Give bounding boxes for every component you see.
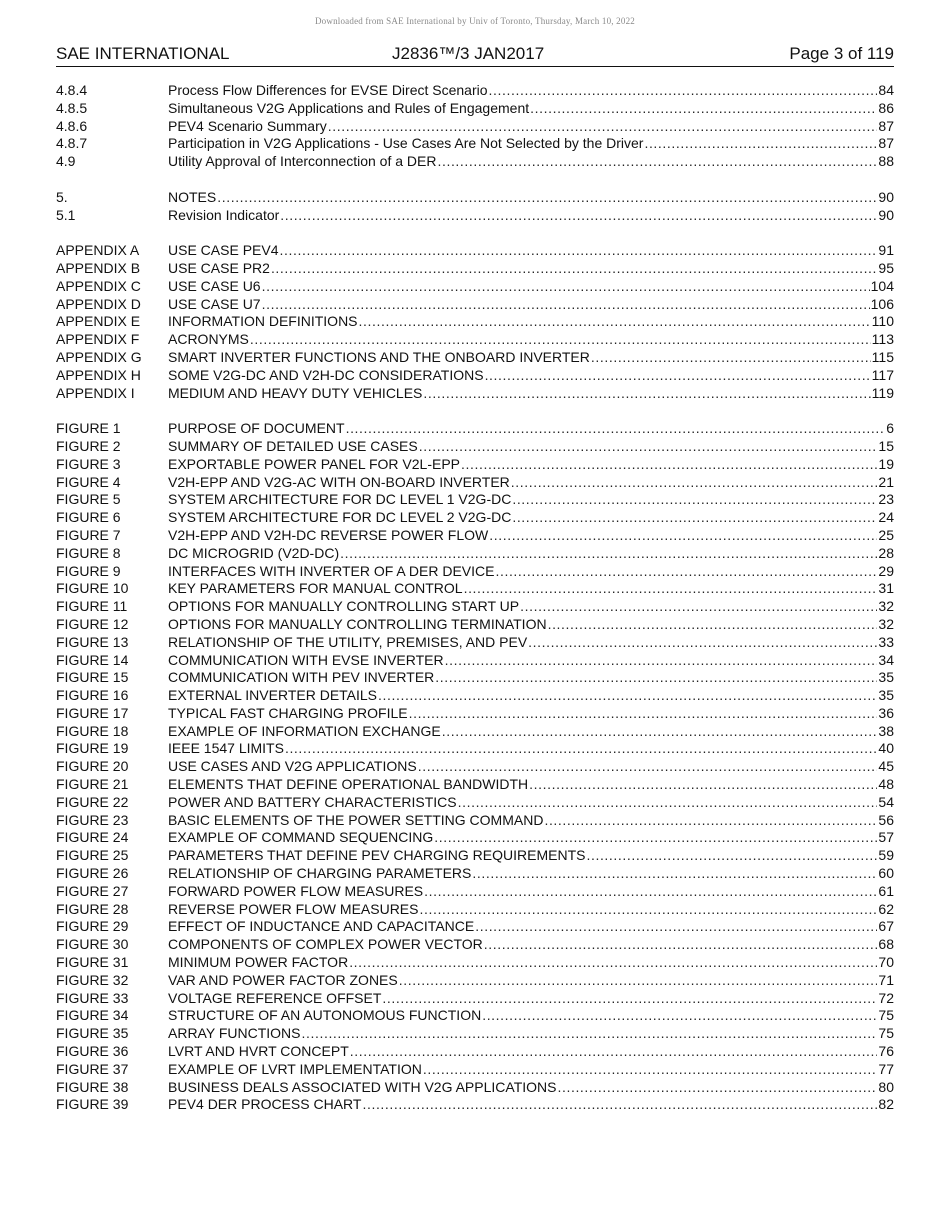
toc-entry-number: FIGURE 24 <box>56 829 129 846</box>
toc-entry-title: Process Flow Differences for EVSE Direct Scenario <box>168 82 488 98</box>
toc-entry-title: KEY PARAMETERS FOR MANUAL CONTROL <box>168 580 463 597</box>
toc-entry-title: REVERSE POWER FLOW MEASURES <box>168 900 419 917</box>
dot-leader <box>544 812 877 830</box>
toc-entry-number: FIGURE 13 <box>56 633 129 650</box>
toc-entry-number: FIGURE 20 <box>56 758 129 775</box>
toc-entry[interactable] <box>56 865 894 883</box>
toc-entry[interactable] <box>56 634 894 652</box>
toc-entry[interactable] <box>56 367 894 385</box>
toc-entry-page: 21 <box>878 473 894 490</box>
toc-entry[interactable] <box>56 313 894 331</box>
dot-leader <box>475 918 877 936</box>
dot-leader <box>262 278 870 296</box>
dot-leader <box>464 580 878 598</box>
toc-entry-number: FIGURE 22 <box>56 793 129 810</box>
toc-entry[interactable] <box>56 1007 894 1025</box>
dot-leader <box>586 847 877 865</box>
toc-entry[interactable] <box>56 189 894 207</box>
toc-entry-number: FIGURE 26 <box>56 865 129 882</box>
toc-entry-number: FIGURE 1 <box>56 420 121 437</box>
toc-entry-title: INFORMATION DEFINITIONS <box>168 313 358 330</box>
toc-entry[interactable] <box>56 385 894 403</box>
toc-entry-title: COMPONENTS OF COMPLEX POWER VECTOR <box>168 936 483 953</box>
toc-entry[interactable] <box>56 563 894 581</box>
dot-leader <box>445 652 878 670</box>
toc-entry-title: EXAMPLE OF INFORMATION EXCHANGE <box>168 722 441 739</box>
toc-entry[interactable] <box>56 349 894 367</box>
toc-entry-title: V2H-EPP AND V2G-AC WITH ON-BOARD INVERTER <box>168 473 510 490</box>
toc-entry-number: FIGURE 36 <box>56 1043 129 1060</box>
dot-leader <box>548 616 878 634</box>
toc-entry-title: VAR AND POWER FACTOR ZONES <box>168 971 398 988</box>
toc-entry-title: V2H-EPP AND V2H-DC REVERSE POWER FLOW <box>168 526 489 543</box>
toc-entry-page: 40 <box>878 740 894 757</box>
toc-entry-title: PEV4 DER PROCESS CHART <box>168 1096 362 1113</box>
toc-entry-title: EXAMPLE OF COMMAND SEQUENCING <box>168 829 434 846</box>
toc-entry-page: 70 <box>878 954 894 971</box>
dot-leader <box>350 1043 878 1061</box>
toc-entry[interactable] <box>56 135 894 153</box>
toc-entry[interactable] <box>56 740 894 758</box>
dot-leader <box>382 990 877 1008</box>
dot-leader <box>482 1007 877 1025</box>
toc-entry-title: SMART INVERTER FUNCTIONS AND THE ONBOARD INVERTER <box>168 348 590 365</box>
toc-entry[interactable] <box>56 207 894 225</box>
toc-entry-number: FIGURE 15 <box>56 669 129 686</box>
toc-entry[interactable] <box>56 278 894 296</box>
dot-leader <box>280 242 878 260</box>
dot-leader <box>591 349 871 367</box>
toc-entry-page: 68 <box>878 936 894 953</box>
toc-entry[interactable] <box>56 580 894 598</box>
toc-entry-number: APPENDIX F <box>56 331 140 348</box>
toc-entry[interactable] <box>56 723 894 741</box>
toc-entry-page: 32 <box>878 615 894 632</box>
toc-entry-number: FIGURE 14 <box>56 651 129 668</box>
toc-entry-page: 95 <box>878 259 894 276</box>
toc-entry-number: FIGURE 31 <box>56 954 129 971</box>
toc-entry-number: 5.1 <box>56 206 76 223</box>
dot-leader <box>442 723 878 741</box>
toc-entry[interactable] <box>56 100 894 118</box>
toc-entry-page: 29 <box>878 562 894 579</box>
toc-entry[interactable] <box>56 456 894 474</box>
dot-leader <box>434 829 877 847</box>
toc-entry-title: ACRONYMS <box>168 331 249 348</box>
download-watermark: Downloaded from SAE International by Univ of Toronto, Thursday, March 10, 2022 <box>314 16 635 26</box>
toc-entry[interactable] <box>56 598 894 616</box>
dot-leader <box>489 82 878 100</box>
toc-entry-number: FIGURE 12 <box>56 615 129 632</box>
toc-entry-number: APPENDIX H <box>56 366 141 383</box>
toc-entry-page: 86 <box>878 99 894 116</box>
dot-leader <box>409 705 878 723</box>
toc-entry[interactable] <box>56 901 894 919</box>
toc-entry-page: 45 <box>878 758 894 775</box>
toc-entry-number: FIGURE 35 <box>56 1025 129 1042</box>
toc-entry-page: 59 <box>878 847 894 864</box>
toc-entry-title: USE CASE PEV4 <box>168 242 279 259</box>
toc-entry-page: 57 <box>878 829 894 846</box>
toc-entry-number: FIGURE 19 <box>56 740 129 757</box>
toc-entry-title: SYSTEM ARCHITECTURE FOR DC LEVEL 2 V2G-DC <box>168 509 512 526</box>
toc-entry-number: APPENDIX G <box>56 348 142 365</box>
dot-leader <box>512 491 877 509</box>
toc-entry-title: INTERFACES WITH INVERTER OF A DER DEVICE <box>168 562 495 579</box>
toc-entry-number: FIGURE 8 <box>56 544 121 561</box>
toc-entry-title: NOTES <box>168 188 217 205</box>
toc-entry[interactable] <box>56 545 894 563</box>
toc-entry[interactable] <box>56 296 894 314</box>
toc-entry-page: 75 <box>878 1025 894 1042</box>
toc-entry[interactable] <box>56 474 894 492</box>
toc-entry-number: FIGURE 33 <box>56 989 129 1006</box>
toc-entry-number: FIGURE 34 <box>56 1007 129 1024</box>
toc-entry-title: USE CASES AND V2G APPLICATIONS <box>168 758 417 775</box>
toc-entry-page: 90 <box>878 188 894 205</box>
page-header <box>56 44 894 67</box>
toc-entry-title: MEDIUM AND HEAVY DUTY VEHICLES <box>168 384 423 401</box>
dot-leader <box>302 1025 878 1043</box>
toc-entry-title: BUSINESS DEALS ASSOCIATED WITH V2G APPLICATIONS <box>168 1078 557 1095</box>
dot-leader <box>280 207 877 225</box>
toc-entry-number: FIGURE 23 <box>56 811 129 828</box>
toc-entry[interactable] <box>56 990 894 1008</box>
toc-entry-number: FIGURE 11 <box>56 598 128 615</box>
toc-entry[interactable] <box>56 331 894 349</box>
header-doc-id: J2836™/3 JAN2017 <box>392 44 545 63</box>
toc-entry-number: APPENDIX D <box>56 295 141 312</box>
dot-leader <box>520 598 877 616</box>
toc-entry-number: FIGURE 32 <box>56 971 129 988</box>
toc-entry[interactable] <box>56 242 894 260</box>
toc-group <box>56 420 894 1114</box>
header-page-number: Page 3 of 119 <box>789 44 894 63</box>
dot-leader <box>437 153 877 171</box>
toc-entry[interactable] <box>56 1043 894 1061</box>
toc-entry-page: 110 <box>871 313 894 330</box>
toc-entry-page: 35 <box>878 687 894 704</box>
dot-leader <box>458 794 878 812</box>
toc-entry[interactable] <box>56 616 894 634</box>
toc-entry-title: POWER AND BATTERY CHARACTERISTICS <box>168 793 457 810</box>
toc-entry-title: ELEMENTS THAT DEFINE OPERATIONAL BANDWIDTH <box>168 776 529 793</box>
toc-entry-title: FORWARD POWER FLOW MEASURES <box>168 882 424 899</box>
toc-entry-title: SOME V2G-DC AND V2H-DC CONSIDERATIONS <box>168 366 484 383</box>
toc-entry-number: 4.8.5 <box>56 99 88 116</box>
dot-leader <box>340 545 877 563</box>
toc-entry-page: 25 <box>878 526 894 543</box>
dot-leader <box>512 509 877 527</box>
toc-entry-title: USE CASE PR2 <box>168 259 270 276</box>
dot-leader <box>349 954 877 972</box>
toc-entry-title: Revision Indicator <box>168 206 280 223</box>
toc-entry-number: FIGURE 2 <box>56 437 121 454</box>
toc-entry-title: USE CASE U6 <box>168 277 261 294</box>
dot-leader <box>378 687 877 705</box>
header-org: SAE INTERNATIONAL <box>56 44 230 63</box>
toc-entry-page: 91 <box>878 242 894 259</box>
toc-entry-title: BASIC ELEMENTS OF THE POWER SETTING COMMAND <box>168 811 544 828</box>
table-of-contents <box>56 82 894 1132</box>
toc-entry-number: APPENDIX C <box>56 277 141 294</box>
toc-entry-number: FIGURE 29 <box>56 918 129 935</box>
toc-entry-number: FIGURE 37 <box>56 1060 129 1077</box>
toc-entry-page: 75 <box>878 1007 894 1024</box>
toc-entry-page: 88 <box>878 153 894 170</box>
dot-leader <box>423 1061 878 1079</box>
toc-entry-page: 90 <box>878 206 894 223</box>
toc-entry-title: MINIMUM POWER FACTOR <box>168 954 349 971</box>
toc-entry[interactable] <box>56 153 894 171</box>
toc-group <box>56 242 894 402</box>
dot-leader <box>435 669 877 687</box>
toc-entry-title: DC MICROGRID (V2D-DC) <box>168 544 340 561</box>
toc-entry[interactable] <box>56 1025 894 1043</box>
toc-entry-number: FIGURE 17 <box>56 704 129 721</box>
toc-entry-title: EFFECT OF INDUCTANCE AND CAPACITANCE <box>168 918 475 935</box>
toc-entry-page: 115 <box>871 348 894 365</box>
toc-entry-page: 77 <box>878 1060 894 1077</box>
toc-entry-title: COMMUNICATION WITH PEV INVERTER <box>168 669 435 686</box>
toc-entry-number: FIGURE 3 <box>56 455 121 472</box>
dot-leader <box>489 527 877 545</box>
dot-leader <box>461 456 877 474</box>
toc-entry[interactable] <box>56 829 894 847</box>
toc-entry-number: 5. <box>56 188 68 205</box>
toc-entry-number: FIGURE 21 <box>56 776 129 793</box>
toc-entry-page: 35 <box>878 669 894 686</box>
dot-leader <box>484 936 878 954</box>
dot-leader <box>644 135 877 153</box>
toc-entry-page: 36 <box>878 704 894 721</box>
toc-entry[interactable] <box>56 687 894 705</box>
toc-entry-title: Simultaneous V2G Applications and Rules of Engagement <box>168 99 530 116</box>
toc-entry-title: RELATIONSHIP OF CHARGING PARAMETERS <box>168 865 472 882</box>
toc-entry-number: FIGURE 18 <box>56 722 129 739</box>
dot-leader <box>419 901 877 919</box>
toc-entry-page: 19 <box>878 455 894 472</box>
toc-entry[interactable] <box>56 758 894 776</box>
toc-entry-page: 87 <box>878 117 894 134</box>
toc-entry[interactable] <box>56 847 894 865</box>
toc-entry-number: FIGURE 7 <box>56 526 121 543</box>
toc-entry[interactable] <box>56 776 894 794</box>
toc-entry[interactable] <box>56 883 894 901</box>
dot-leader <box>511 474 878 492</box>
toc-entry-page: 23 <box>878 491 894 508</box>
dot-leader <box>285 740 877 758</box>
toc-entry-page: 106 <box>870 295 894 312</box>
toc-entry-page: 33 <box>878 633 894 650</box>
toc-entry-number: FIGURE 25 <box>56 847 129 864</box>
toc-entry-title: SYSTEM ARCHITECTURE FOR DC LEVEL 1 V2G-DC <box>168 491 512 508</box>
toc-entry-page: 113 <box>871 331 894 348</box>
toc-entry-page: 15 <box>878 437 894 454</box>
toc-entry-page: 80 <box>878 1078 894 1095</box>
toc-entry-number: 4.8.7 <box>56 135 88 152</box>
dot-leader <box>495 563 877 581</box>
toc-entry-title: OPTIONS FOR MANUALLY CONTROLLING START UP <box>168 598 520 615</box>
toc-entry-title: USE CASE U7 <box>168 295 261 312</box>
toc-entry-page: 32 <box>878 598 894 615</box>
dot-leader <box>250 331 871 349</box>
toc-entry-page: 82 <box>878 1096 894 1113</box>
dot-leader <box>217 189 877 207</box>
toc-entry-number: APPENDIX A <box>56 242 140 259</box>
toc-entry-page: 6 <box>886 420 894 437</box>
dot-leader <box>399 972 878 990</box>
toc-entry-number: APPENDIX I <box>56 384 135 401</box>
toc-entry-number: FIGURE 4 <box>56 473 121 490</box>
toc-entry-page: 56 <box>878 811 894 828</box>
dot-leader <box>359 313 871 331</box>
toc-entry-number: 4.8.6 <box>56 117 88 134</box>
toc-entry[interactable] <box>56 1061 894 1079</box>
dot-leader <box>328 118 878 136</box>
toc-entry[interactable] <box>56 669 894 687</box>
toc-entry[interactable] <box>56 1079 894 1097</box>
toc-entry-title: COMMUNICATION WITH EVSE INVERTER <box>168 651 444 668</box>
toc-entry-number: FIGURE 38 <box>56 1078 129 1095</box>
toc-entry-number: 4.8.4 <box>56 82 88 98</box>
toc-entry[interactable] <box>56 527 894 545</box>
toc-entry-title: EXPORTABLE POWER PANEL FOR V2L-EPP <box>168 455 461 472</box>
toc-entry-title: VOLTAGE REFERENCE OFFSET <box>168 989 382 1006</box>
toc-entry-number: FIGURE 30 <box>56 936 129 953</box>
toc-entry[interactable] <box>56 918 894 936</box>
toc-entry-page: 31 <box>878 580 894 597</box>
toc-entry-page: 71 <box>878 971 894 988</box>
dot-leader <box>423 385 870 403</box>
toc-entry-page: 67 <box>878 918 894 935</box>
toc-entry-page: 76 <box>878 1043 894 1060</box>
toc-entry-page: 28 <box>878 544 894 561</box>
dot-leader <box>424 883 877 901</box>
dot-leader <box>418 758 878 776</box>
toc-entry[interactable] <box>56 972 894 990</box>
toc-entry-title: IEEE 1547 LIMITS <box>168 740 284 757</box>
toc-entry-title: ARRAY FUNCTIONS <box>168 1025 301 1042</box>
dot-leader <box>530 100 877 118</box>
toc-entry-page: 48 <box>878 776 894 793</box>
toc-entry-title: SUMMARY OF DETAILED USE CASES <box>168 437 418 454</box>
toc-entry[interactable] <box>56 794 894 812</box>
toc-entry-number: FIGURE 9 <box>56 562 121 579</box>
dot-leader <box>529 776 877 794</box>
toc-entry-number: FIGURE 39 <box>56 1096 129 1113</box>
toc-entry[interactable] <box>56 936 894 954</box>
toc-entry-title: LVRT AND HVRT CONCEPT <box>168 1043 349 1060</box>
toc-entry-page: 62 <box>878 900 894 917</box>
toc-group <box>56 189 894 225</box>
toc-entry-page: 34 <box>878 651 894 668</box>
toc-entry[interactable] <box>56 652 894 670</box>
toc-entry[interactable] <box>56 420 894 438</box>
toc-entry-page: 24 <box>878 509 894 526</box>
toc-entry[interactable] <box>56 438 894 456</box>
toc-entry-page: 84 <box>878 82 894 98</box>
toc-entry-page: 61 <box>878 882 894 899</box>
toc-entry[interactable] <box>56 509 894 527</box>
toc-entry-title: Utility Approval of Interconnection of a DER <box>168 153 437 170</box>
dot-leader <box>262 296 870 314</box>
toc-entry-number: FIGURE 10 <box>56 580 129 597</box>
toc-entry-number: APPENDIX E <box>56 313 141 330</box>
toc-entry-page: 38 <box>878 722 894 739</box>
toc-entry-title: Participation in V2G Applications - Use Cases Are Not Selected by the Driver <box>168 135 644 152</box>
toc-entry[interactable] <box>56 82 894 100</box>
toc-entry-number: FIGURE 28 <box>56 900 129 917</box>
toc-entry[interactable] <box>56 812 894 830</box>
toc-entry-number: 4.9 <box>56 153 76 170</box>
dot-leader <box>557 1079 877 1097</box>
toc-entry-title: STRUCTURE OF AN AUTONOMOUS FUNCTION <box>168 1007 482 1024</box>
toc-entry-number: FIGURE 6 <box>56 509 121 526</box>
dot-leader <box>419 438 878 456</box>
toc-entry[interactable] <box>56 491 894 509</box>
toc-entry-title: EXTERNAL INVERTER DETAILS <box>168 687 378 704</box>
toc-entry[interactable] <box>56 705 894 723</box>
toc-entry[interactable] <box>56 260 894 278</box>
toc-entry-number: FIGURE 16 <box>56 687 129 704</box>
toc-entry-number: FIGURE 5 <box>56 491 121 508</box>
toc-entry-page: 87 <box>878 135 894 152</box>
toc-entry-page: 72 <box>878 989 894 1006</box>
dot-leader <box>271 260 877 278</box>
toc-entry[interactable] <box>56 118 894 136</box>
dot-leader <box>362 1096 877 1114</box>
toc-entry-page: 60 <box>878 865 894 882</box>
toc-entry-number: APPENDIX B <box>56 259 141 276</box>
toc-entry-page: 119 <box>871 384 894 401</box>
toc-entry-page: 54 <box>878 793 894 810</box>
toc-entry-title: OPTIONS FOR MANUALLY CONTROLLING TERMINATION <box>168 615 547 632</box>
toc-entry-number: FIGURE 27 <box>56 882 129 899</box>
toc-entry-title: PEV4 Scenario Summary <box>168 117 327 134</box>
toc-entry-title: RELATIONSHIP OF THE UTILITY, PREMISES, AND PEV <box>168 633 528 650</box>
dot-leader <box>528 634 877 652</box>
toc-group <box>56 82 894 171</box>
toc-entry-title: TYPICAL FAST CHARGING PROFILE <box>168 704 408 721</box>
toc-entry-page: 104 <box>870 277 894 294</box>
toc-entry-title: PARAMETERS THAT DEFINE PEV CHARGING REQUIREMENTS <box>168 847 586 864</box>
dot-leader <box>472 865 877 883</box>
toc-entry-page: 117 <box>871 366 894 383</box>
dot-leader <box>485 367 871 385</box>
toc-entry-title: PURPOSE OF DOCUMENT <box>168 420 345 437</box>
toc-entry[interactable] <box>56 1096 894 1114</box>
toc-entry-title: EXAMPLE OF LVRT IMPLEMENTATION <box>168 1060 422 1077</box>
dot-leader <box>346 420 886 438</box>
toc-entry[interactable] <box>56 954 894 972</box>
